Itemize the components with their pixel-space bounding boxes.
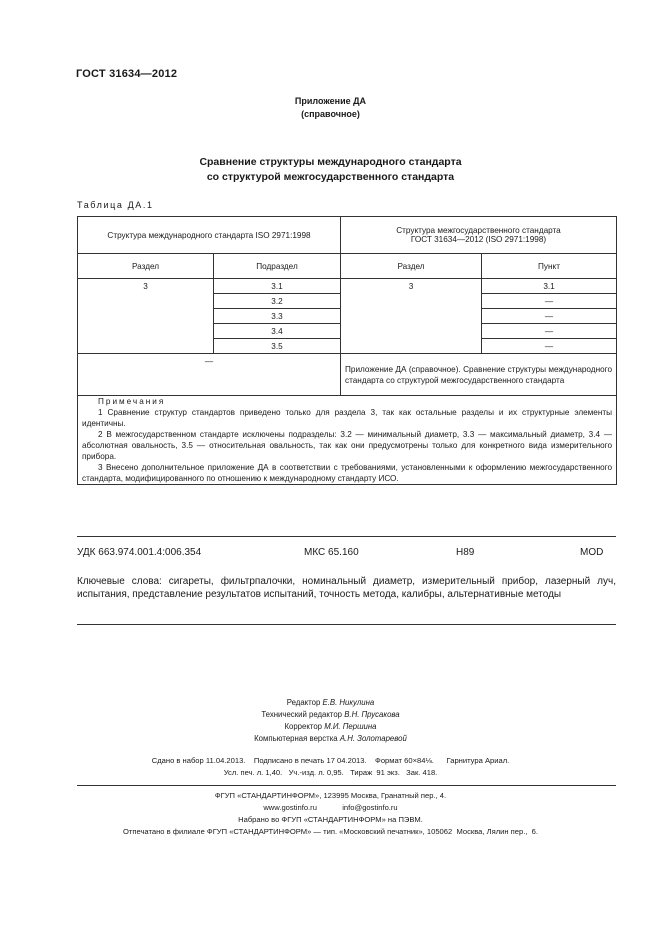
divider-top bbox=[77, 536, 616, 537]
col-header-subsection: Подраздел bbox=[214, 254, 341, 279]
cell-subsection: 3.3 bbox=[214, 309, 341, 324]
keywords: Ключевые слова: сигареты, фильтрпалочки, номинальный диаметр, измерительный прибор, лазерный луч, испытания, представление результатов испытаний, точность метода, калибры, альтернативные методы bbox=[77, 576, 616, 600]
cell-item: — bbox=[482, 294, 617, 309]
cell-item: 3.1 bbox=[482, 279, 617, 294]
publisher-email[interactable]: info@gostinfo.ru bbox=[342, 803, 398, 812]
cell-subsection: 3.5 bbox=[214, 339, 341, 354]
classifier-code: Н89 bbox=[456, 547, 475, 558]
credit-layout bbox=[0, 733, 661, 746]
cell-gost-section: 3 bbox=[341, 279, 482, 354]
cell-section: 3 bbox=[78, 279, 214, 354]
cell-last-left: — bbox=[78, 354, 341, 396]
cell-subsection: 3.4 bbox=[214, 324, 341, 339]
credit-name: В.Н. Прусакова bbox=[344, 710, 400, 719]
cell-item: — bbox=[482, 324, 617, 339]
cell-subsection: 3.2 bbox=[214, 294, 341, 309]
credit-name: Е.В. Никулина bbox=[322, 698, 375, 707]
publisher-address: ФГУП «СТАНДАРТИНФОРМ», 123995 Москва, Гранатный пер., 4. bbox=[214, 791, 447, 800]
col-header-item: Пункт bbox=[482, 254, 617, 279]
print-info-line1: Сдано в набор 11.04.2013. Подписано в печать 17 04.2013. Формат 60×84⅛. Гарнитура Ариал. bbox=[151, 756, 510, 765]
divider-publisher bbox=[77, 785, 616, 786]
appendix-note: (справочное) bbox=[301, 109, 360, 119]
divider-bottom bbox=[77, 624, 616, 625]
publisher-contacts bbox=[0, 802, 661, 815]
header-interstate-line1: Структура межгосударственного стандарта bbox=[396, 226, 561, 235]
print-info-line2: Усл. печ. л. 1,40. Уч.-изд. л. 0,95. Тираж 91 экз. Зак. 418. bbox=[223, 768, 438, 777]
credit-role: Компьютерная верстка bbox=[254, 734, 338, 743]
note-1: 1 Сравнение структур стандартов приведено только для раздела 3, так как остальные разделы и их структурные элементы идентичны. bbox=[82, 408, 613, 428]
comparison-table bbox=[77, 216, 617, 485]
table-row bbox=[78, 354, 617, 396]
credit-role: Редактор bbox=[286, 698, 321, 707]
table-caption: Таблица ДА.1 bbox=[77, 200, 154, 210]
header-international: Структура международного стандарта ISO 2971:1998 bbox=[78, 217, 341, 254]
mks-code: МКС 65.160 bbox=[304, 547, 359, 558]
appendix-label: Приложение ДА bbox=[294, 96, 367, 106]
col-header-section-left: Раздел bbox=[78, 254, 214, 279]
col-header-section-right: Раздел bbox=[341, 254, 482, 279]
publisher-printed: Отпечатано в филиале ФГУП «СТАНДАРТИНФОРМ» — тип. «Московский печатник», 105062 Москва, Лялин пер., 6. bbox=[123, 827, 538, 836]
credit-editor bbox=[0, 697, 661, 710]
credit-name: А.Н. Золотаревой bbox=[339, 734, 407, 743]
notes-heading: Примечания bbox=[98, 397, 166, 406]
credit-name: М.И. Першина bbox=[324, 722, 377, 731]
table-notes bbox=[78, 396, 617, 485]
note-2: 2 В межгосударственном стандарте исключены подразделы: 3.2 — минимальный диаметр, 3.3 — максимальный диаметр, 3.4 — абсолютная овальность, 3.5 — относительная овальность, так как они предусмотрены только для конкретного вида измерительного прибора. bbox=[82, 430, 613, 461]
credit-role: Корректор bbox=[284, 722, 323, 731]
cell-subsection: 3.1 bbox=[214, 279, 341, 294]
credit-tech-editor bbox=[0, 709, 661, 722]
header-interstate bbox=[341, 217, 617, 254]
cell-last-right: Приложение ДА (справочное). Сравнение структуры международного стандарта со структурой межгосударственного стандарта bbox=[341, 354, 617, 396]
publisher-typeset: Набрано во ФГУП «СТАНДАРТИНФОРМ» на ПЭВМ. bbox=[238, 815, 423, 824]
cell-item: — bbox=[482, 309, 617, 324]
credit-proofreader bbox=[0, 721, 661, 734]
publisher-site[interactable]: www.gostinfo.ru bbox=[263, 803, 317, 812]
appendix-title-line2: со структурой межгосударственного стандарта bbox=[206, 171, 455, 183]
note-3: 3 Внесено дополнительное приложение ДА в соответствии с требованиями, установленными к оформлению межгосударственного стандарта, модифицированного по отношению к международному стандарту ИСО. bbox=[82, 463, 613, 483]
header-interstate-line2: ГОСТ 31634—2012 (ISO 2971:1998) bbox=[410, 235, 547, 244]
mod-code: MOD bbox=[580, 547, 604, 558]
standard-number: ГОСТ 31634—2012 bbox=[76, 68, 178, 80]
cell-item: — bbox=[482, 339, 617, 354]
appendix-title-line1: Сравнение структуры международного стандарта bbox=[199, 156, 462, 168]
udk-code: УДК 663.974.001.4:006.354 bbox=[77, 547, 202, 558]
table-row bbox=[78, 279, 617, 294]
credit-role: Технический редактор bbox=[261, 710, 343, 719]
